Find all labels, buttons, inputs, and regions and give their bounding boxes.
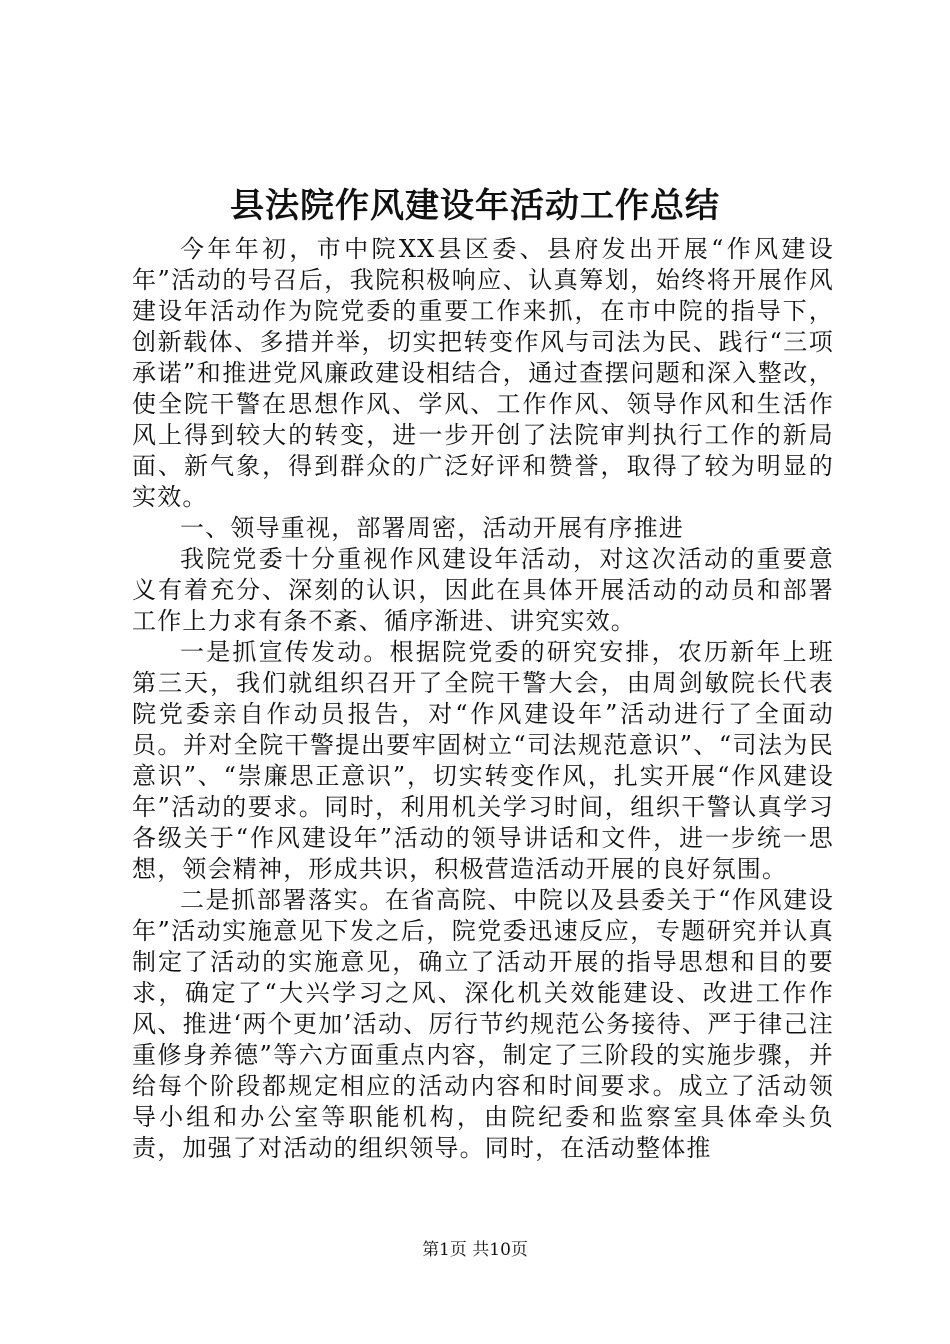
document-body <box>132 234 834 1164</box>
page-footer: 第1页 共10页 <box>422 1240 528 1260</box>
section-heading-1: 一、领导重视，部署周密，活动开展有序推进 <box>180 514 684 542</box>
paragraph-publicity: 一是抓宣传发动。根据院党委的研究安排，农历新年上班第三天，我们就组织召开了全院干警大会，由周剑敏院长代表院党委亲自作动员报告，对“作风建设年”活动进行了全面动员。并对全院干警提出要牢固树立“司法规范意识”、“司法为民意识”、“崇廉思正意识”，切实转变作风，扎实开展“作风建设年”活动的要求。同时，利用机关学习时间，组织干警认真学习各级关于“作风建设年”活动的领导讲话和文件，进一步统一思想，领会精神，形成共识，积极营造活动开展的良好氛围。 <box>132 638 834 883</box>
paragraph-intro: 今年年初，市中院XX县区委、县府发出开展“作风建设年”活动的号召后，我院积极响应、认真筹划，始终将开展作风建设年活动作为院党委的重要工作来抓，在市中院的指导下，创新载体、多措并举，切实把转变作风与司法为民、践行“三项承诺”和推进党风廉政建设相结合，通过查摆问题和深入整改，使全院干警在思想作风、学风、工作作风、领导作风和生活作风上得到较大的转变，进一步开创了法院审判执行工作的新局面、新气象，得到群众的广泛好评和赞誉，取得了较为明显的实效。 <box>132 235 834 511</box>
paragraph-deployment: 二是抓部署落实。在省高院、中院以及县委关于“作风建设年”活动实施意见下发之后，院党委迅速反应，专题研究并认真制定了活动的实施意见，确立了活动开展的指导思想和目的要求，确定了“大兴学习之风、深化机关效能建设、改进工作作风、推进‘两个更加’活动、厉行节约规范公务接待、严于律己注重修身养德”等六方面重点内容，制定了三阶段的实施步骤，并给每个阶段都规定相应的活动内容和时间要求。成立了活动领导小组和办公室等职能机构，由院纪委和监察室具体牵头负责，加强了对活动的组织领导。同时，在活动整体推 <box>132 886 834 1162</box>
document-title: 县法院作风建设年活动工作总结 <box>230 186 720 226</box>
paragraph-section-1: 我院党委十分重视作风建设年活动，对这次活动的重要意义有着充分、深刻的认识，因此在具体开展活动的动员和部署工作上力求有条不紊、循序渐进、讲究实效。 <box>132 545 834 635</box>
